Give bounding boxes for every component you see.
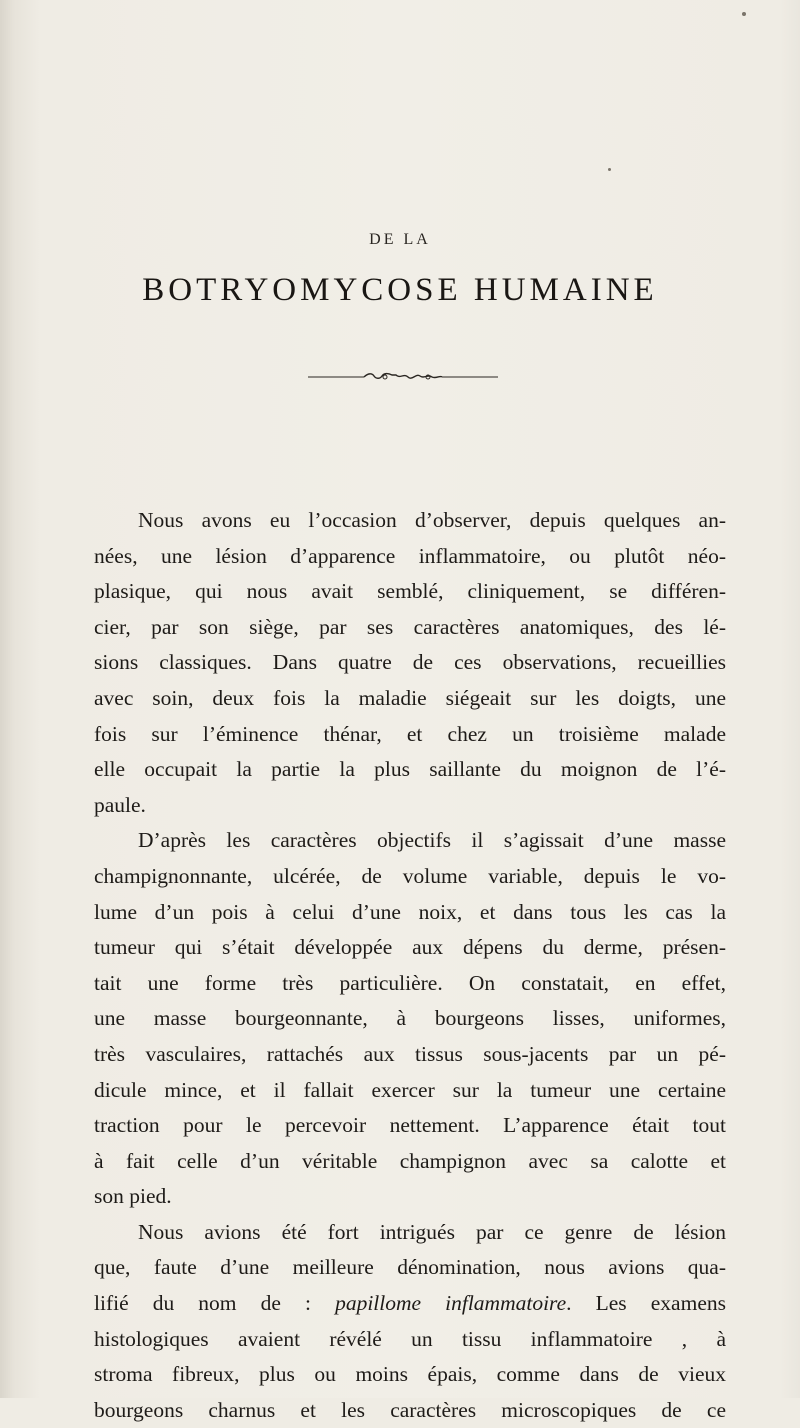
text-line: lume d’un pois à celui d’une noix, et dans tous les cas la — [94, 899, 726, 924]
text-line: histologiques avaient révélé un tissu inflammatoire , à — [94, 1326, 726, 1351]
text-line: dicule mince, et il fallait exercer sur la tumeur une certaine — [94, 1077, 726, 1102]
text-fragment: . Les examens — [566, 1291, 726, 1316]
body-text — [94, 503, 726, 1428]
text-line: sions classiques. Dans quatre de ces observations, recueillies — [94, 650, 726, 675]
text-line: traction pour le percevoir nettement. L’apparence était tout — [94, 1113, 726, 1138]
page-title: BOTRYOMYCOSE HUMAINE — [142, 272, 658, 308]
text-line: très vasculaires, rattachés aux tissus sous-jacents par un pé- — [94, 1041, 726, 1066]
text-line: Nous avons eu l’occasion d’observer, depuis quelques an- — [138, 508, 726, 532]
text-line: champignonnante, ulcérée, de volume variable, depuis le vo- — [94, 863, 726, 888]
text-line: cier, par son siège, par ses caractères anatomiques, des lé- — [94, 614, 726, 639]
text-line — [94, 1286, 726, 1322]
text-line: nées, une lésion d’apparence inflammatoire, ou plutôt néo- — [94, 543, 726, 568]
decorative-rule-ornament-icon — [308, 371, 498, 383]
text-line: fois sur l’éminence thénar, et chez un troisième malade — [94, 721, 726, 746]
text-line: à fait celle d’un véritable champignon avec sa calotte et — [94, 1148, 726, 1173]
text-fragment: lifié du nom de : — [94, 1291, 311, 1316]
text-line: tumeur qui s’était développée aux dépens du derme, présen- — [94, 935, 726, 960]
text-line: plasique, qui nous avait semblé, cliniquement, se différen- — [94, 579, 726, 604]
ink-speck — [742, 12, 746, 16]
text-line: une masse bourgeonnante, à bourgeons lisses, uniformes, — [94, 1006, 726, 1031]
text-line: elle occupait la partie la plus saillante du moignon de l’é- — [94, 757, 726, 782]
text-line: son pied. — [94, 1184, 172, 1209]
text-line: stroma fibreux, plus ou moins épais, comme dans de vieux — [94, 1362, 726, 1387]
text-line: D’après les caractères objectifs il s’agissait d’une masse — [138, 828, 726, 853]
ink-speck — [608, 168, 611, 171]
text-line: avec soin, deux fois la maladie siégeait sur les doigts, une — [94, 685, 726, 710]
text-line: Nous avions été fort intrigués par ce genre de lésion — [138, 1219, 726, 1244]
title-kicker: DE LA — [369, 231, 431, 248]
text-line: bourgeons charnus et les caractères microscopiques de ce — [94, 1397, 726, 1422]
text-line: que, faute d’une meilleure dénomination, nous avions qua- — [94, 1255, 726, 1280]
text-line: paule. — [94, 792, 146, 817]
italic-term: papillome inflammatoire — [335, 1291, 567, 1316]
text-line: tait une forme très particulière. On constatait, en effet, — [94, 970, 726, 995]
